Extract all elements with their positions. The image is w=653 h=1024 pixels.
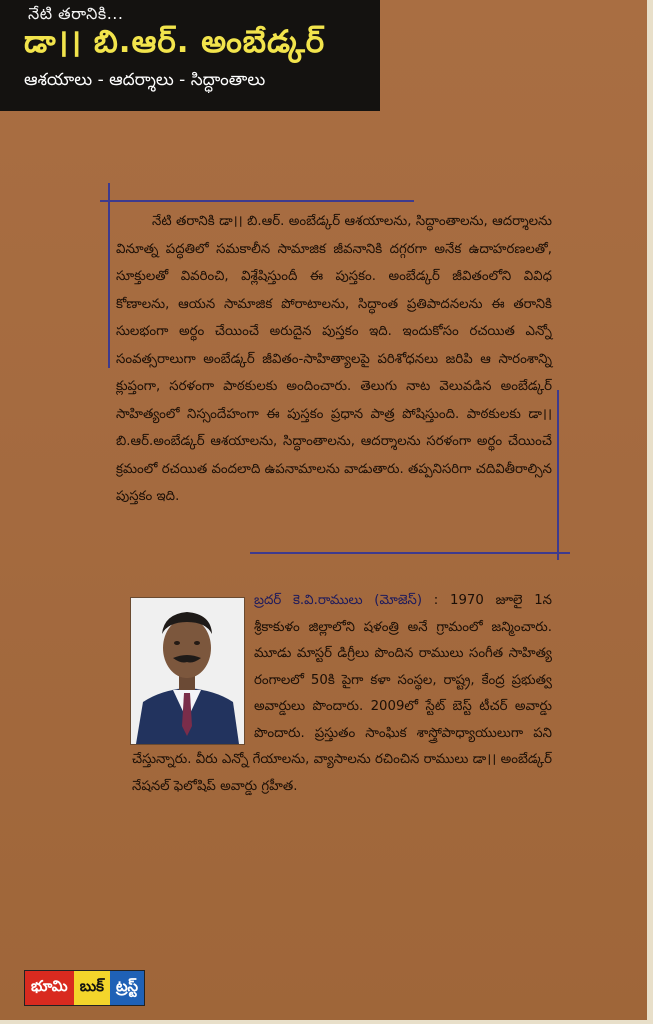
frame-line-left	[108, 183, 110, 368]
title-kicker: నేటి తరానికి...	[28, 4, 124, 23]
author-bio-text: : 1970 జూలై 1న శ్రీకాకుళం జిల్లాలోని షళంత్రి అనే గ్రామంలో జన్మించారు. మూడు మాస్టర్ డిగ్రీలు పొందిన రాములు సంగీత సాహిత్య రంగాలలో 50కి పైగా కళా సంస్థల, రాష్ట్ర, కేంద్ర ప్రభుత్వ అవార్డులు పొందారు. 2009లో స్టేట్ బెస్ట్ టీచర్ అవార్డు పొందారు. ప్రస్తుతం సాంఘిక శాస్త్రోపాధ్యాయులుగా పని చేస్తున్నారు. వీరు ఎన్నో గేయాలను, వ్యాసాలను రచించిన రాములు డా।। అంబేడ్కర్ నేషనల్ ఫెలోషిప్ అవార్డు గ్రహీత.	[132, 593, 552, 794]
frame-line-top	[100, 200, 414, 202]
frame-line-bottom	[250, 552, 570, 554]
book-title: డా।। బి.ఆర్. అంబేడ్కర్	[24, 24, 326, 60]
photo-spacer	[132, 588, 254, 742]
publisher-logo-part1: భూమి	[25, 971, 74, 1005]
book-subtitle: ఆశయాలు - ఆదర్శాలు - సిద్ధాంతాలు	[24, 70, 266, 90]
title-box	[0, 0, 380, 111]
author-bio	[132, 588, 552, 800]
page-edge-bottom	[0, 1020, 653, 1024]
book-description	[116, 208, 552, 511]
author-name: బ్రదర్ కె.వి.రాములు (మోజెస్)	[254, 593, 423, 608]
description-text: నేటి తరానికి డా।। బి.ఆర్. అంబేడ్కర్ ఆశయాలను, సిద్ధాంతాలను, ఆదర్శాలను వినూత్న పద్ధతిలో సమకాలీన సామాజిక జీవనానికి దగ్గరగా అనేక ఉదాహరణలతో, సూక్తులతో వివరించి, విశ్లేషిస్తుందీ ఈ పుస్తకం. అంబేడ్కర్ జీవితంలోని వివిధ కోణాలను, ఆయన సామాజిక పోరాటాలను, సిద్ధాంత ప్రతిపాదనలను ఈ తరానికి సులభంగా అర్థం చేయించే అరుదైన పుస్తకం ఇది. ఇందుకోసం రచయిత ఎన్నో సంవత్సరాలుగా అంబేడ్కర్ జీవితం-సాహిత్యాలపై పరిశోధనలు జరిపి ఆ సారంశాన్ని క్లుప్తంగా, సరళంగా పాఠకులకు అందించారు. తెలుగు నాట వెలువడిన అంబేడ్కర్ సాహిత్యంలో నిస్సందేహంగా ఈ పుస్తకం ప్రధాన పాత్ర పోషిస్తుంది. పాఠకులకు డా।।బి.ఆర్.అంబేడ్కర్ ఆశయాలను, సిద్ధాంతాలను, ఆదర్శాలను సరళంగా అర్థం చేయించే క్రమంలో రచయిత వందలాది ఉపనామాలను వాడుతారు. తప్పనిసరిగా చదివితీరాల్సిన పుస్తకం ఇది.	[116, 214, 552, 504]
publisher-logo-part3: ట్రస్ట్	[110, 971, 144, 1005]
page-edge	[647, 0, 653, 1024]
publisher-logo	[24, 970, 145, 1006]
publisher-logo-part2: బుక్	[74, 971, 110, 1005]
frame-line-right	[557, 390, 559, 560]
